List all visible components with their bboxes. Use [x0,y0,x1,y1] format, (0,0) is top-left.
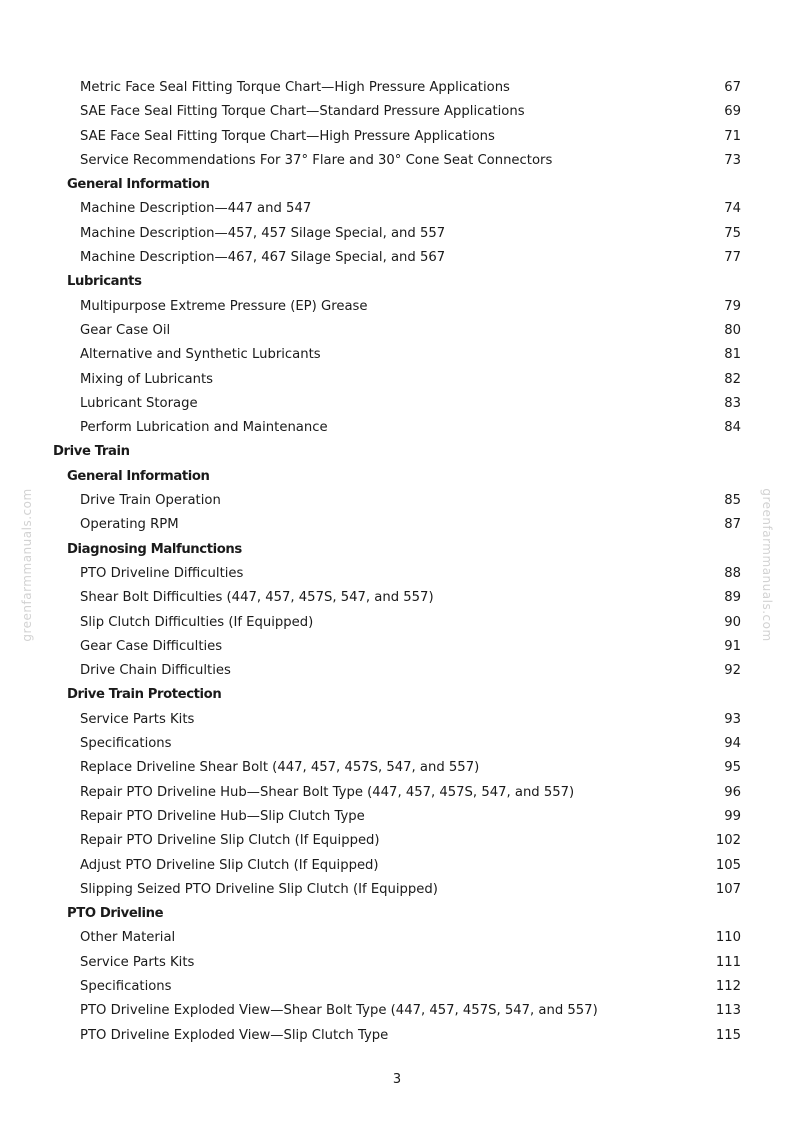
toc-entry-page: 102 [715,833,741,849]
toc-entry-page: 67 [724,80,741,95]
toc-entry-title: PTO Driveline Exploded View—Slip Clutch Type [80,1027,389,1043]
toc-entry-title: Diagnosing Malfunctions [67,541,242,557]
toc-entry[interactable] [0,926,794,950]
toc-entry-page: 94 [724,736,741,752]
toc-entry-page: 92 [724,663,741,679]
toc-entry-title: Drive Train Protection [67,687,222,703]
toc-entry-title: Multipurpose Extreme Pressure (EP) Grease [80,298,368,314]
toc-entry-title: Gear Case Difficulties [80,638,223,654]
toc-entry[interactable] [0,368,794,392]
toc-entry[interactable] [0,562,794,586]
toc-section-heading [0,683,794,707]
toc-entry[interactable] [0,708,794,732]
toc-entry-title: PTO Driveline [67,906,164,922]
toc-entry-page: 77 [724,250,741,266]
toc-entry-title: Machine Description—467, 467 Silage Special, and 567 [80,250,446,266]
toc-entry-title: Repair PTO Driveline Slip Clutch (If Equipped) [80,833,380,849]
toc-entry[interactable] [0,513,794,537]
toc-entry-title: Slipping Seized PTO Driveline Slip Clutch (If Equipped) [80,881,438,897]
toc-entry[interactable] [0,659,794,683]
toc-entry-title: Drive Chain Difficulties [80,663,231,679]
toc-entry-title: Perform Lubrication and Maintenance [80,420,328,436]
toc-entry-page: 88 [724,565,741,581]
toc-entry-page: 113 [715,1003,741,1019]
toc-entry-page: 107 [715,881,741,897]
toc-entry-title: Other Material [80,930,176,946]
toc-entry-title: Repair PTO Driveline Hub—Slip Clutch Type [80,808,365,824]
toc-entry-title: General Information [67,177,210,193]
toc-entry-title: Service Recommendations For 37° Flare and 30° Cone Seat Connectors [80,152,553,168]
toc-entry[interactable] [0,149,794,173]
toc-entry-title: Drive Train [53,444,130,460]
toc-entry-page: 90 [724,614,741,630]
toc-section-heading [0,902,794,926]
toc-entry-page: 91 [724,638,741,654]
toc-entry[interactable] [0,854,794,878]
toc-entry-page: 79 [724,298,741,314]
toc-entry-title: Drive Train Operation [80,493,221,509]
toc-entry-title: Operating RPM [80,517,179,533]
toc-section-heading [0,173,794,197]
toc-entry-title: Service Parts Kits [80,711,195,727]
toc-entry-page: 83 [724,395,741,411]
toc-entry-page: 87 [724,517,741,533]
toc-entry-page: 71 [724,128,741,144]
toc-entry-page: 75 [724,225,741,241]
toc-entry[interactable] [0,805,794,829]
toc-entry[interactable] [0,416,794,440]
toc-entry[interactable] [0,732,794,756]
toc-entry-title: Specifications [80,978,172,994]
toc-entry-title: Lubricant Storage [80,395,198,411]
toc-entry-page: 111 [715,954,741,970]
toc-entry-title: Machine Description—447 and 547 [80,201,312,217]
toc-entry-page: 110 [715,930,741,946]
toc-entry-page: 95 [724,760,741,776]
toc-section-heading [0,440,794,464]
toc-entry[interactable] [0,781,794,805]
toc-entry[interactable] [0,1024,794,1048]
toc-entry[interactable] [0,635,794,659]
toc-entry-title: Mixing of Lubricants [80,371,213,387]
toc-entry[interactable] [0,878,794,902]
toc-entry-page: 89 [724,590,741,606]
toc-section-heading [0,465,794,489]
toc-entry[interactable] [0,392,794,416]
toc-entry-title: Adjust PTO Driveline Slip Clutch (If Equipped) [80,857,379,873]
toc-entry-page: 80 [724,322,741,338]
toc-entry[interactable] [0,975,794,999]
toc-entry-title: General Information [67,468,210,484]
toc-entry-title: PTO Driveline Exploded View—Shear Bolt Type (447, 457, 457S, 547, and 557) [80,1003,598,1019]
toc-section-heading [0,538,794,562]
toc-entry[interactable] [0,951,794,975]
toc-entry-title: Shear Bolt Difficulties (447, 457, 457S, 547, and 557) [80,590,434,606]
toc-entry-page: 112 [715,978,741,994]
toc-entry-title: Metric Face Seal Fitting Torque Chart—High Pressure Applications [80,80,510,95]
toc-entry[interactable] [0,829,794,853]
toc-entry[interactable] [0,586,794,610]
toc-entry[interactable] [0,222,794,246]
toc-entry[interactable] [0,197,794,221]
toc-entry[interactable] [0,756,794,780]
toc-entry-page: 115 [715,1027,741,1043]
toc-entry[interactable] [0,76,794,100]
watermark-right: greenfarmmanuals.com [760,488,774,642]
toc-entry-title: Gear Case Oil [80,322,171,338]
toc-entry[interactable] [0,246,794,270]
watermark-left: greenfarmmanuals.com [20,488,34,642]
toc-entry-page: 85 [724,493,741,509]
toc-entry-title: PTO Driveline Difficulties [80,565,244,581]
toc-entry-page: 69 [724,104,741,120]
toc-entry[interactable] [0,343,794,367]
toc-entry-title: Service Parts Kits [80,954,195,970]
toc-entry[interactable] [0,999,794,1023]
toc-entry[interactable] [0,489,794,513]
toc-entry-page: 81 [724,347,741,363]
toc-entry-page: 84 [724,420,741,436]
toc-entry-page: 105 [715,857,741,873]
toc-entry-title: Replace Driveline Shear Bolt (447, 457, 457S, 547, and 557) [80,760,480,776]
toc-entry-page: 96 [724,784,741,800]
toc-entry-page: 73 [724,152,741,168]
toc-entry-page: 99 [724,808,741,824]
toc-entry-title: Slip Clutch Difficulties (If Equipped) [80,614,314,630]
toc-section-heading [0,270,794,294]
toc-entry[interactable] [0,295,794,319]
toc-entry[interactable] [0,125,794,149]
toc-entry-page: 82 [724,371,741,387]
toc-entry-page: 93 [724,711,741,727]
toc-entry-title: SAE Face Seal Fitting Torque Chart—High Pressure Applications [80,128,495,144]
toc-entry-title: SAE Face Seal Fitting Torque Chart—Standard Pressure Applications [80,104,525,120]
toc-entry[interactable] [0,319,794,343]
toc-entry-title: Repair PTO Driveline Hub—Shear Bolt Type (447, 457, 457S, 547, and 557) [80,784,575,800]
toc-entry-title: Specifications [80,736,172,752]
toc-entry[interactable] [0,100,794,124]
toc-entry-page: 74 [724,201,741,217]
toc-entry-title: Machine Description—457, 457 Silage Special, and 557 [80,225,446,241]
toc-entry[interactable] [0,611,794,635]
toc-entry-title: Lubricants [67,274,142,290]
table-of-contents [0,76,794,1048]
toc-entry-title: Alternative and Synthetic Lubricants [80,347,321,363]
page-number: 3 [392,1072,402,1087]
